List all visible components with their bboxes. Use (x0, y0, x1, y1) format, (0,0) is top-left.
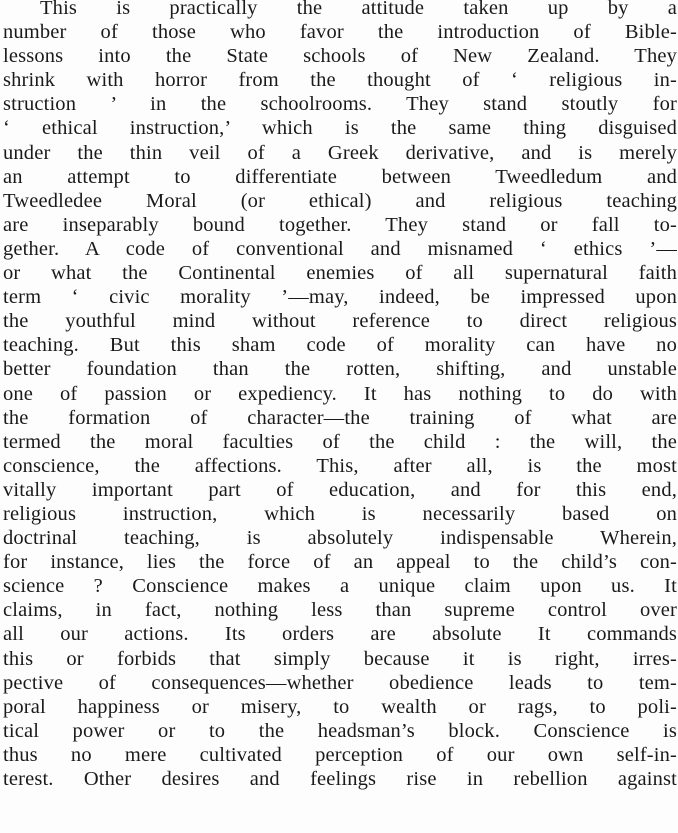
text-line-11: gether. A code of conventional and misnamed ‘ ethics ’— (3, 237, 677, 260)
text-line-12: or what the Continental enemies of all supernatural faith (3, 262, 677, 285)
text-line-30: poral happiness or misery, to wealth or rags, to poli- (3, 695, 677, 718)
text-line-31: tical power or to the headsman’s block. Conscience is (3, 719, 677, 742)
text-line-20: conscience, the affections. This, after all, is the most (3, 454, 677, 477)
article-text-column (3, 0, 677, 791)
text-line-9: Tweedledee Moral (or ethical) and religious teaching (3, 189, 677, 212)
text-line-23: doctrinal teaching, is absolutely indispensable Wherein, (3, 527, 677, 550)
text-line-25: science ? Conscience makes a unique claim upon us. It (3, 575, 677, 598)
text-line-21: vitally important part of education, and for this end, (3, 478, 677, 501)
text-line-29: pective of consequences—whether obedience leads to tem- (3, 671, 677, 694)
text-line-3: lessons into the State schools of New Zealand. They (3, 45, 677, 68)
text-line-10: are inseparably bound together. They stand or fall to- (3, 213, 677, 236)
text-line-14: the youthful mind without reference to direct religious (3, 310, 677, 333)
text-line-26: claims, in fact, nothing less than supreme control over (3, 599, 677, 622)
text-line-5: struction ’ in the schoolrooms. They stand stoutly for (3, 93, 677, 116)
text-line-32: thus no mere cultivated perception of our own self-in- (3, 743, 677, 766)
text-line-8: an attempt to differentiate between Tweedledum and (3, 165, 677, 188)
text-line-6: ‘ ethical instruction,’ which is the same thing disguised (3, 117, 677, 140)
text-line-2: number of those who favor the introduction of Bible- (3, 21, 677, 44)
text-line-13: term ‘ civic morality ’—may, indeed, be impressed upon (3, 286, 677, 309)
text-line-33: terest. Other desires and feelings rise in rebellion against (3, 768, 677, 790)
text-line-7: under the thin veil of a Greek derivative, and is merely (3, 141, 677, 164)
text-line-18: the formation of character—the training of what are (3, 406, 677, 429)
text-line-19: termed the moral faculties of the child : the will, the (3, 430, 677, 453)
text-line-15: teaching. But this sham code of morality can have no (3, 334, 677, 357)
text-line-24: for instance, lies the force of an appeal to the child’s con- (3, 551, 677, 574)
text-line-27: all our actions. Its orders are absolute It commands (3, 623, 677, 646)
text-line-1: This is practically the attitude taken up by a (40, 0, 677, 19)
text-line-28: this or forbids that simply because it is right, irres- (3, 647, 677, 670)
text-line-4: shrink with horror from the thought of ‘ religious in- (3, 69, 677, 92)
text-line-16: better foundation than the rotten, shifting, and unstable (3, 358, 677, 381)
text-line-22: religious instruction, which is necessarily based on (3, 502, 677, 525)
text-line-17: one of passion or expediency. It has nothing to do with (3, 382, 677, 405)
